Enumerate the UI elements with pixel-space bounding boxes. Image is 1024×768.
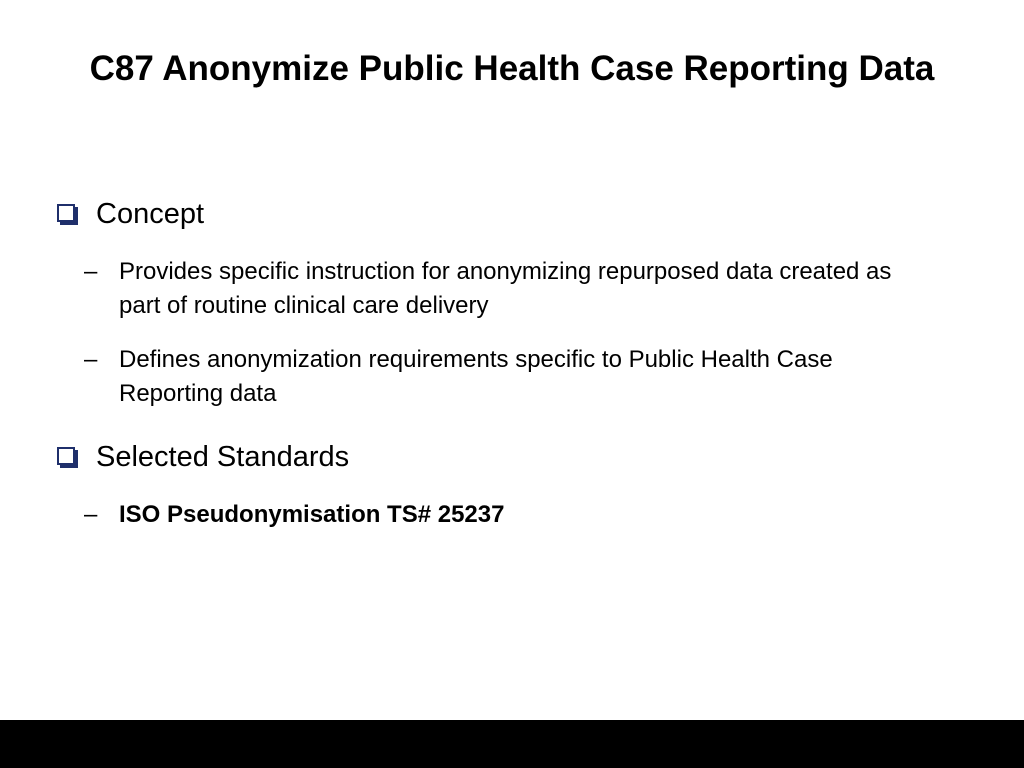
dash-bullet: – — [84, 501, 98, 528]
concept-item-1: Provides specific instruction for anonymizing repurposed data created as part of routine clinical care delivery — [119, 258, 892, 319]
hollow-square-bullet-icon — [57, 204, 75, 222]
section-heading-concept: Concept — [96, 198, 205, 230]
hollow-square-bullet-icon — [57, 447, 75, 465]
standards-item-1: ISO Pseudonymisation TS# 25237 — [119, 501, 505, 528]
section-heading-selected-standards: Selected Standards — [96, 441, 350, 473]
dash-bullet: – — [84, 346, 98, 373]
footer-bar — [0, 720, 1024, 768]
concept-item-2: Defines anonymization requirements specific to Public Health Case Reporting data — [119, 346, 833, 407]
slide-title: C87 Anonymize Public Health Case Reporting Data — [89, 49, 935, 88]
dash-bullet: – — [84, 258, 98, 285]
